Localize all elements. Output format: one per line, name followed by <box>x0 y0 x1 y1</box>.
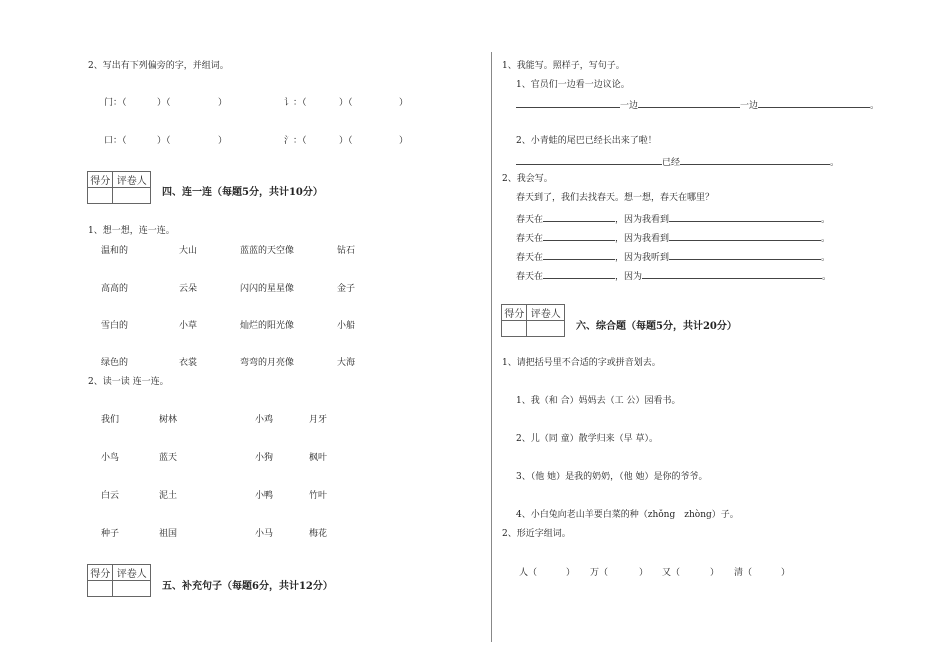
reviewer-cell[interactable] <box>113 581 151 597</box>
blank-word: 。 <box>830 158 840 168</box>
answer-blank[interactable] <box>543 270 615 279</box>
similar-close: ） <box>710 568 720 578</box>
match2-item: 小鸟 <box>101 453 120 463</box>
similar-close: ） <box>566 568 576 578</box>
radical-yan-label: 讠：（ <box>284 98 307 108</box>
match2-item: 种子 <box>101 529 120 539</box>
reviewer-label: 评卷人 <box>113 565 151 581</box>
s6-question-1: 1、请把括号里不合适的字或拼音划去。 <box>502 358 661 368</box>
spring-line-2 <box>516 232 830 244</box>
reviewer-cell[interactable] <box>527 321 565 337</box>
radical-men-blank-2: ） <box>218 98 228 108</box>
answer-blank[interactable] <box>680 156 830 165</box>
score-box-section-5 <box>87 564 151 597</box>
match2-item: 梅花 <box>309 529 328 539</box>
section-5-title: 五、补充句子（每题6分，共计12分） <box>162 581 333 592</box>
write-example-1: 1、官员们一边看一边议论。 <box>516 80 630 90</box>
s4-question-2: 2、读一读 连一连。 <box>88 377 169 387</box>
match2-item: 白云 <box>101 491 120 501</box>
radical-yan-blank-2: ） <box>399 98 409 108</box>
match2-item: 祖国 <box>159 529 178 539</box>
s6-item-2: 2、儿（同 童）散学归来（早 草）。 <box>516 434 658 444</box>
match1-item: 云朵 <box>179 284 198 294</box>
match2-item: 我们 <box>101 415 120 425</box>
similar-char: 万（ <box>590 568 609 578</box>
spring-line-4 <box>516 270 831 282</box>
blank-word: 已经 <box>662 158 681 168</box>
score-label: 得分 <box>88 172 113 188</box>
similar-char: 人（ <box>519 568 538 578</box>
answer-blank[interactable] <box>669 251 821 260</box>
blank-word: 。 <box>870 101 880 111</box>
match1-item: 灿烂的阳光像 <box>240 321 295 331</box>
blank-word: 一边 <box>740 101 759 111</box>
answer-blank[interactable] <box>642 270 822 279</box>
similar-close: ） <box>781 568 791 578</box>
match2-item: 小鸭 <box>255 491 274 501</box>
match1-item: 大山 <box>179 246 198 256</box>
answer-blank[interactable] <box>543 213 615 222</box>
match2-item: 月牙 <box>309 415 328 425</box>
radical-shui-blank-2: ） <box>399 136 409 146</box>
answer-blank[interactable] <box>758 99 870 108</box>
reviewer-label: 评卷人 <box>113 172 151 188</box>
match1-item: 雪白的 <box>101 321 129 331</box>
column-divider <box>491 52 492 642</box>
s6-item-3: 3、（他 她）是我的奶奶，（他 她）是你的爷爷。 <box>516 472 708 482</box>
match1-item: 弯弯的月亮像 <box>240 358 295 368</box>
section-4-title: 四、连一连（每题5分，共计10分） <box>162 187 323 198</box>
spring-reason: ，因为我听到 <box>615 253 670 263</box>
score-box-section-6 <box>501 304 565 337</box>
answer-blank[interactable] <box>638 99 740 108</box>
score-label: 得分 <box>502 305 527 321</box>
radical-shui-blank-1: ）（ <box>339 136 353 146</box>
spring-end: 。 <box>821 234 831 244</box>
match1-item: 闪闪的星星像 <box>240 284 295 294</box>
write-answer-line-1 <box>516 99 879 111</box>
blank-word: 一边 <box>620 101 639 111</box>
spring-intro: 春天到了，我们去找春天。想一想，春天在哪里？ <box>516 193 715 203</box>
radical-kou-blank-2: ） <box>218 136 228 146</box>
radical-kou-blank-1: ）（ <box>157 136 171 146</box>
similar-char: 又（ <box>662 568 681 578</box>
match1-item: 钻石 <box>337 246 356 256</box>
i-can-write-title: 2、我会写。 <box>502 174 553 184</box>
spring-prefix: 春天在 <box>516 234 544 244</box>
spring-reason: ，因为 <box>615 272 643 282</box>
score-cell[interactable] <box>88 188 113 204</box>
answer-blank[interactable] <box>516 99 620 108</box>
s6-item-1: 1、我（和 合）妈妈去（工 公）园看书。 <box>516 396 681 406</box>
write-question-title: 1、我能写。照样子，写句子。 <box>502 61 625 71</box>
reviewer-label: 评卷人 <box>527 305 565 321</box>
score-cell[interactable] <box>502 321 527 337</box>
write-answer-line-2 <box>516 156 839 168</box>
match1-item: 小船 <box>337 321 356 331</box>
s4-question-1: 1、想一想，连一连。 <box>88 226 175 236</box>
section-6-title: 六、综合题（每题5分，共计20分） <box>576 321 737 332</box>
match2-item: 小狗 <box>255 453 274 463</box>
score-box-section-4 <box>87 171 151 204</box>
radical-men-label: 门：（ <box>104 98 127 108</box>
answer-blank[interactable] <box>543 232 615 241</box>
radical-men-blank-1: ）（ <box>157 98 171 108</box>
similar-char: 清（ <box>734 568 753 578</box>
match1-item: 金子 <box>337 284 356 294</box>
s6-item-4: 4、小白兔向老山羊要白菜的种（zhǒng zhòng）子。 <box>516 510 739 520</box>
match2-item: 枫叶 <box>309 453 328 463</box>
score-label: 得分 <box>88 565 113 581</box>
spring-prefix: 春天在 <box>516 253 544 263</box>
radical-question-title: 2、写出有下列偏旁的字，并组词。 <box>88 61 229 71</box>
radical-kou-label: 口：（ <box>104 136 127 146</box>
answer-blank[interactable] <box>543 251 615 260</box>
score-cell[interactable] <box>88 581 113 597</box>
spring-end: 。 <box>821 253 831 263</box>
spring-reason: ，因为我看到 <box>615 234 670 244</box>
match1-item: 高高的 <box>101 284 129 294</box>
match1-item: 温和的 <box>101 246 129 256</box>
match2-item: 泥土 <box>159 491 178 501</box>
spring-prefix: 春天在 <box>516 272 544 282</box>
similar-close: ） <box>639 568 649 578</box>
match1-item: 大海 <box>337 358 356 368</box>
match1-item: 绿色的 <box>101 358 129 368</box>
match2-item: 蓝天 <box>159 453 178 463</box>
match1-item: 衣裳 <box>179 358 198 368</box>
answer-blank[interactable] <box>516 156 662 165</box>
match1-item: 小草 <box>179 321 198 331</box>
match2-item: 小马 <box>255 529 274 539</box>
spring-line-3 <box>516 251 830 263</box>
spring-prefix: 春天在 <box>516 215 544 225</box>
match2-item: 树林 <box>159 415 178 425</box>
radical-shui-label: 氵：（ <box>284 136 307 146</box>
spring-end: 。 <box>821 215 831 225</box>
spring-end: 。 <box>822 272 832 282</box>
match2-item: 竹叶 <box>309 491 328 501</box>
s6-question-2: 2、形近字组词。 <box>502 529 571 539</box>
spring-reason: ，因为我看到 <box>615 215 670 225</box>
reviewer-cell[interactable] <box>113 188 151 204</box>
match2-item: 小鸡 <box>255 415 274 425</box>
spring-line-1 <box>516 213 830 225</box>
answer-blank[interactable] <box>669 232 821 241</box>
match1-item: 蓝蓝的天空像 <box>240 246 295 256</box>
radical-yan-blank-1: ）（ <box>339 98 353 108</box>
answer-blank[interactable] <box>669 213 821 222</box>
write-example-2: 2、小青蛙的尾巴已经长出来了啦！ <box>516 136 657 146</box>
